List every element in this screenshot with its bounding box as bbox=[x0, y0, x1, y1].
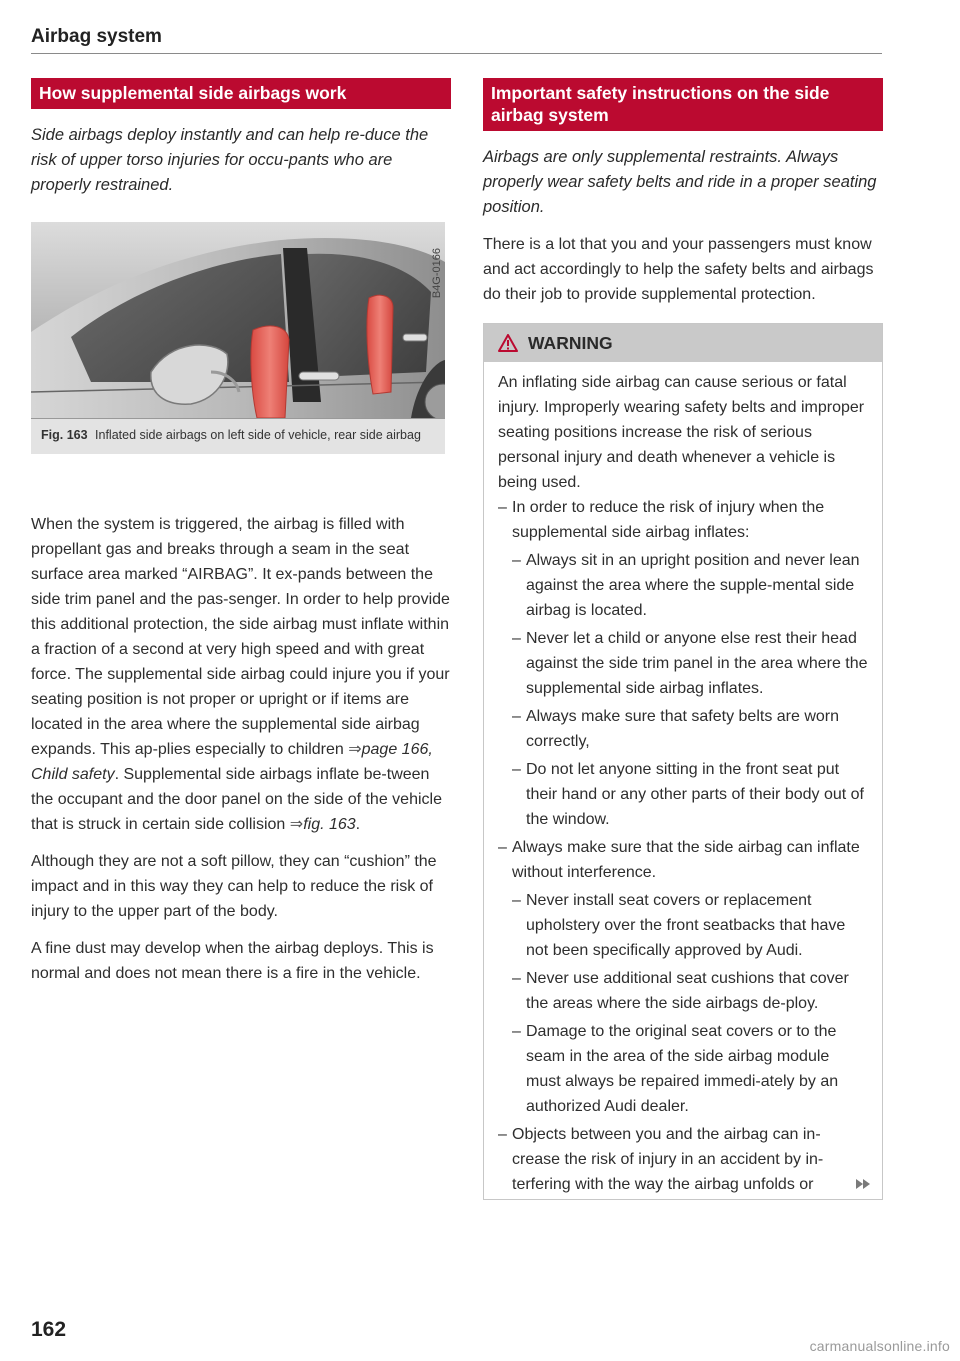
paragraph-trigger-text: When the system is triggered, the airbag is filled with propellant gas and breaks through a seam in the seat surface area marked “AIRBAG”. It ex-pands between the side trim panel and the pas-senger. In order to help provide this additional protection, the side airbag must inflate within a fraction of a second at very high speed and with great force. The supplemental side airbag could injure you if your seating position is not proper or upright or if items are located in the area where the supplemental side airbag expands. This ap-plies especially to children bbox=[31, 516, 450, 758]
cross-ref-fig-163[interactable]: fig. 163 bbox=[303, 816, 356, 833]
watermark: carmanualsonline.info bbox=[809, 1338, 950, 1354]
lead-text: Side airbags deploy instantly and can help re-duce the risk of upper torso injuries for occu-pants who are properly restrained. bbox=[31, 126, 429, 194]
section-title-side-airbags-work: How supplemental side airbags work bbox=[31, 78, 451, 109]
warning-title: WARNING bbox=[528, 332, 613, 353]
figure-code-label: B4G-0166 bbox=[431, 248, 443, 299]
figure-caption bbox=[31, 419, 445, 454]
warning-subitem: – Never use additional seat cushions that cover the areas where the side airbags de-ploy. bbox=[512, 966, 868, 1016]
running-header: Airbag system bbox=[31, 26, 162, 47]
paragraph-fine-dust: A fine dust may develop when the airbag deploys. This is normal and does not mean there is a fire in the vehicle. bbox=[31, 940, 434, 982]
warning-list bbox=[498, 495, 868, 1197]
cross-ref-arrow-icon: ⇒ bbox=[289, 816, 304, 833]
paragraph-trigger-end: . bbox=[355, 816, 361, 833]
cross-ref-child-safety[interactable]: page 166, Child safety bbox=[31, 741, 433, 783]
warning-subitem: – Do not let anyone sitting in the front seat put their hand or any other parts of their body out of the window. bbox=[512, 757, 868, 832]
figure-caption-label: Fig. 163 bbox=[41, 428, 88, 442]
warning-triangle-icon bbox=[498, 334, 518, 352]
right-column bbox=[483, 78, 883, 1200]
lead-text-right: Airbags are only supplemental restraints. Always properly wear safety belts and ride in a proper seating position. bbox=[483, 148, 877, 216]
header-rule bbox=[31, 53, 882, 54]
left-column bbox=[31, 78, 451, 986]
warning-body bbox=[484, 362, 882, 1199]
paragraph-trigger bbox=[31, 512, 451, 837]
warning-intro: An inflating side airbag can cause serious or fatal injury. Improperly wearing safety belts and improper seating positions increase the risk of serious personal injury and death whenever a vehicle is being used. bbox=[498, 374, 865, 491]
warning-box bbox=[483, 323, 883, 1200]
cross-ref-arrow-icon: ⇒ bbox=[348, 741, 362, 758]
page-number: 162 bbox=[31, 1318, 67, 1341]
paragraph-cushion: Although they are not a soft pillow, they can “cushion” the impact and in this way they can help to reduce the risk of injury to the upper part of the body. bbox=[31, 853, 437, 920]
warning-subitem: – Never install seat covers or replacement upholstery over the front seatbacks that have not been specifically approved by Audi. bbox=[512, 888, 868, 963]
warning-sublist-2 bbox=[512, 888, 868, 1119]
warning-item-objects: – Objects between you and the airbag can in-crease the risk of injury in an accident by in-terfering with the way the airbag unfolds or bbox=[498, 1122, 868, 1197]
warning-item-interference bbox=[498, 835, 868, 1119]
warning-sublist-1 bbox=[512, 548, 868, 832]
warning-header bbox=[484, 324, 882, 362]
figure-163 bbox=[31, 222, 445, 500]
continue-arrow-icon bbox=[854, 1177, 872, 1191]
section-title-safety-instructions: Important safety instructions on the side airbag system bbox=[483, 78, 883, 131]
car-side-airbag-illustration bbox=[31, 222, 445, 419]
warning-subitem: – Always sit in an upright position and never lean against the area where the supple-mental side airbag is located. bbox=[512, 548, 868, 623]
figure-caption-text: Inflated side airbags on left side of vehicle, rear side airbag bbox=[95, 428, 421, 442]
paragraph-trigger-mid: . Supplemental side airbags inflate be-tween the occupant and the door panel on the side of the vehicle that is struck in certain side collision bbox=[31, 766, 442, 833]
warning-subitem: – Never let a child or anyone else rest their head against the side trim panel in the area where the supplemental side airbag inflates. bbox=[512, 626, 868, 701]
warning-item-reduce-risk bbox=[498, 495, 868, 832]
warning-item-text: Always make sure that the side airbag can inflate without interference. bbox=[512, 839, 860, 881]
warning-subitem: – Always make sure that safety belts are worn correctly, bbox=[512, 704, 868, 754]
paragraph-passengers: There is a lot that you and your passengers must know and act accordingly to help the safety belts and airbags do their job to provide supplemental protection. bbox=[483, 236, 874, 303]
warning-item-text: In order to reduce the risk of injury when the supplemental side airbag inflates: bbox=[512, 499, 825, 541]
warning-subitem: – Damage to the original seat covers or to the seam in the area of the side airbag module must always be repaired immedi-ately by an authorized Audi dealer. bbox=[512, 1019, 868, 1119]
